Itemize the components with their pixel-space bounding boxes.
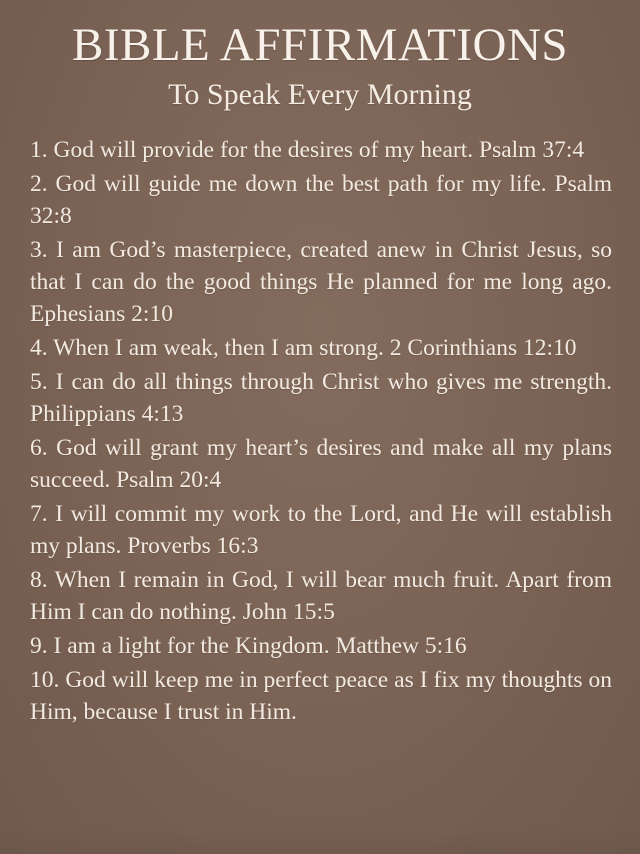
list-item: 1. God will provide for the desires of my heart. Psalm 37:4 [30,137,585,164]
page-subtitle: To Speak Every Morning [168,77,472,111]
list-item: 6. God will grant my heart’s desires and make all my plans succeed. Psalm 20:4 [30,435,612,493]
list-item: 8. When I remain in God, I will bear much fruit. Apart from Him I can do nothing. John 15:5 [30,566,612,625]
list-item: 5. I can do all things through Christ who gives me strength. Philippians 4:13 [30,369,612,428]
list-item: 10. God will keep me in perfect peace as I fix my thoughts on Him, because I trust in Him. [30,666,612,725]
page-title: BIBLE AFFIRMATIONS [71,19,569,71]
bottom-fade-overlay [0,828,640,854]
list-item: 4. When I am weak, then I am strong. 2 Corinthians 12:10 [30,335,577,362]
list-item: 9. I am a light for the Kingdom. Matthew 5:16 [30,632,467,659]
list-item: 7. I will commit my work to the Lord, and He will establish my plans. Proverbs 16:3 [30,500,612,559]
list-item: 3. I am God’s masterpiece, created anew in Christ Jesus, so that I can do the good things He planned for me long ago. Ephesians 2:10 [30,237,612,328]
affirmation-list [30,135,612,728]
list-item: 2. God will guide me down the best path for my life. Psalm 32:8 [30,171,612,230]
title-block [26,19,614,113]
